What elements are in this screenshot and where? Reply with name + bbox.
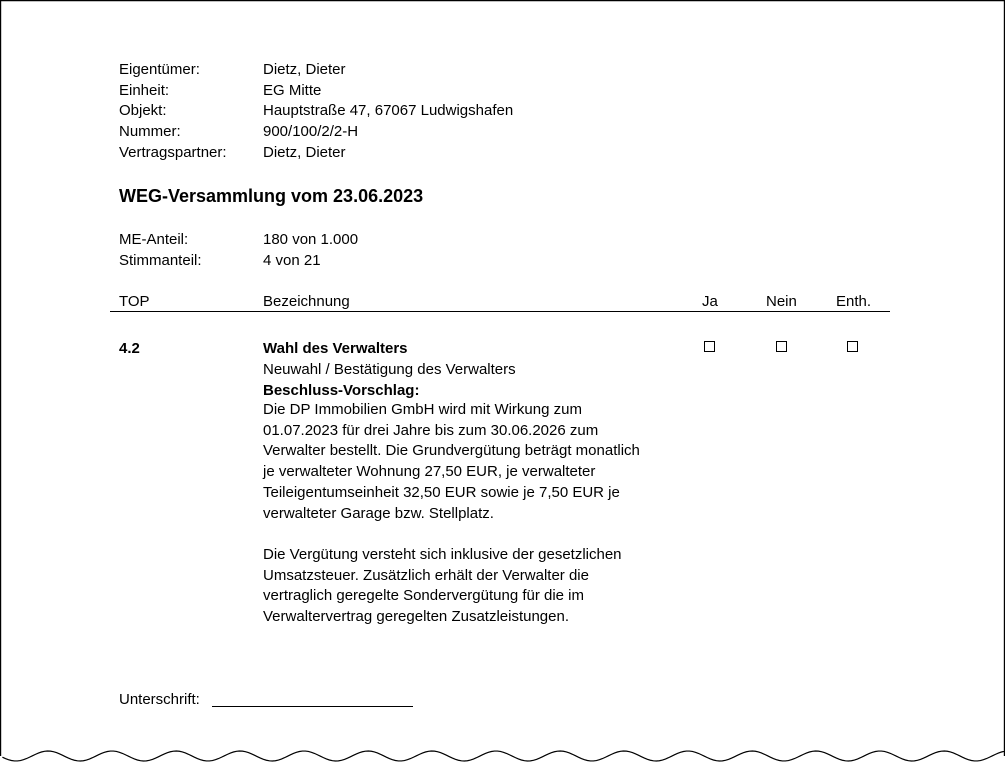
paragraph-line: Verwalter bestellt. Die Grundvergütung beträgt monatlich	[263, 442, 640, 460]
column-header-bezeichnung: Bezeichnung	[263, 293, 350, 310]
paragraph-line: Die Vergütung versteht sich inklusive der gesetzlichen	[263, 546, 622, 563]
einheit-label: Einheit:	[119, 82, 170, 99]
agenda-item-title: Wahl des Verwalters	[263, 340, 408, 357]
objekt-label: Objekt:	[119, 102, 167, 119]
proposal-paragraph-2	[263, 545, 622, 628]
paragraph-line: Umsatzsteuer. Zusätzlich erhält der Verwalter die	[263, 566, 589, 584]
column-header-top: TOP	[119, 293, 150, 310]
agenda-item-number: 4.2	[119, 340, 140, 357]
column-header-ja: Ja	[702, 293, 718, 310]
paragraph-line: 01.07.2023 für drei Jahre bis zum 30.06.2026 zum	[263, 421, 599, 439]
eigentuemer-label: Eigentümer:	[119, 61, 200, 78]
column-header-enth: Enth.	[836, 293, 872, 310]
vertragspartner-label: Vertragspartner:	[119, 144, 227, 161]
vote-abstain-checkbox[interactable]	[847, 341, 858, 352]
document-title: WEG-Versammlung vom 23.06.2023	[119, 186, 424, 206]
proposal-paragraph-1	[263, 400, 640, 524]
paragraph-line: Verwaltervertrag geregelten Zusatzleistungen.	[263, 608, 570, 626]
column-header-nein: Nein	[766, 293, 797, 310]
agenda-item-subtitle: Neuwahl / Bestätigung des Verwalters	[263, 361, 516, 378]
vote-no-checkbox[interactable]	[776, 341, 787, 352]
paragraph-line: vertraglich geregelte Sondervergütung für die im	[263, 587, 585, 605]
paragraph-line: je verwalteter Wohnung 27,50 EUR, je verwalteter	[263, 463, 596, 481]
stimmanteil-label: Stimmanteil:	[119, 252, 202, 269]
me-anteil-value: 180 von 1.000	[263, 231, 359, 248]
proposal-label: Beschluss-Vorschlag:	[263, 382, 420, 399]
eigentuemer-value: Dietz, Dieter	[263, 61, 346, 78]
paragraph-line: Teileigentumseinheit 32,50 EUR sowie je 7,50 EUR je	[263, 483, 620, 501]
vertragspartner-value: Dietz, Dieter	[263, 144, 346, 161]
paragraph-line: Die DP Immobilien GmbH wird mit Wirkung zum	[263, 401, 582, 418]
header-divider	[110, 311, 890, 312]
paragraph-line: verwalteter Garage bzw. Stellplatz.	[263, 504, 494, 522]
signature-label: Unterschrift:	[119, 691, 200, 708]
nummer-value: 900/100/2/2-H	[263, 123, 359, 140]
me-anteil-label: ME-Anteil:	[119, 231, 189, 248]
signature-line[interactable]	[212, 706, 413, 707]
vote-yes-checkbox[interactable]	[704, 341, 715, 352]
nummer-label: Nummer:	[119, 123, 181, 140]
stimmanteil-value: 4 von 21	[263, 252, 321, 269]
objekt-value: Hauptstraße 47, 67067 Ludwigshafen	[263, 102, 514, 119]
einheit-value: EG Mitte	[263, 82, 322, 99]
